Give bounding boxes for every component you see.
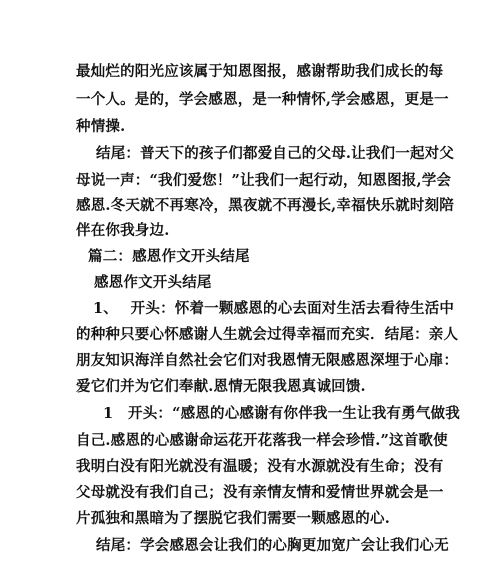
paragraph-line: 一个人。是的，学会感恩，是一种情怀,学会感恩，更是一 xyxy=(76,91,449,108)
paragraph-line: 1 开头：“感恩的心感谢有你伴我一生让我有勇气做我 xyxy=(103,405,460,422)
paragraph-line: 结尾：学会感恩会让我们的心胸更加宽广会让我们心无 xyxy=(96,537,449,554)
paragraph-line: 爱它们并为它们奉献.恩情无限我恩真诚回馈. xyxy=(76,378,366,395)
paragraph-line: 伴在你我身边. xyxy=(76,222,170,239)
paragraph-line: 感恩.冬天就不再寒冷，黑夜就不再漫长,幸福快乐就时刻陪 xyxy=(76,197,454,214)
section-subheading: 感恩作文开头结尾 xyxy=(94,274,212,291)
paragraph-line: 最灿烂的阳光应该属于知恩图报，感谢帮助我们成长的每 xyxy=(76,63,444,80)
paragraph-line: 1、 开头：怀着一颗感恩的心去面对生活去看待生活中 xyxy=(93,300,455,317)
paragraph-line: 母说一声：“我们爱您！”让我们一起行动，知恩图报,学会 xyxy=(76,172,452,189)
paragraph-line: 片孤独和黑暗为了摆脱它我们需要一颗感恩的心. xyxy=(76,510,390,527)
paragraph-line: 种情操. xyxy=(76,118,126,135)
section-heading: 篇二：感恩作文开头结尾 xyxy=(88,248,250,265)
paragraph-line: 我明白没有阳光就没有温暖；没有水源就没有生命；没有 xyxy=(76,458,444,475)
paragraph-line: 结尾：普天下的孩子们都爱自己的父母.让我们一起对父 xyxy=(96,145,455,162)
paragraph-line: 的种种只要心怀感谢人生就会过得幸福而充实．结尾：亲人 xyxy=(76,326,459,343)
paragraph-line: 自己.感恩的心感谢命运花开花落我一样会珍惜.”这首歌使 xyxy=(76,432,448,449)
paragraph-line: 父母就没有我们自己；没有亲情友情和爱情世界就会是一 xyxy=(76,484,444,501)
paragraph-line: 朋友知识海洋自然社会它们对我恩情无限感恩深埋于心扉： xyxy=(76,352,459,369)
